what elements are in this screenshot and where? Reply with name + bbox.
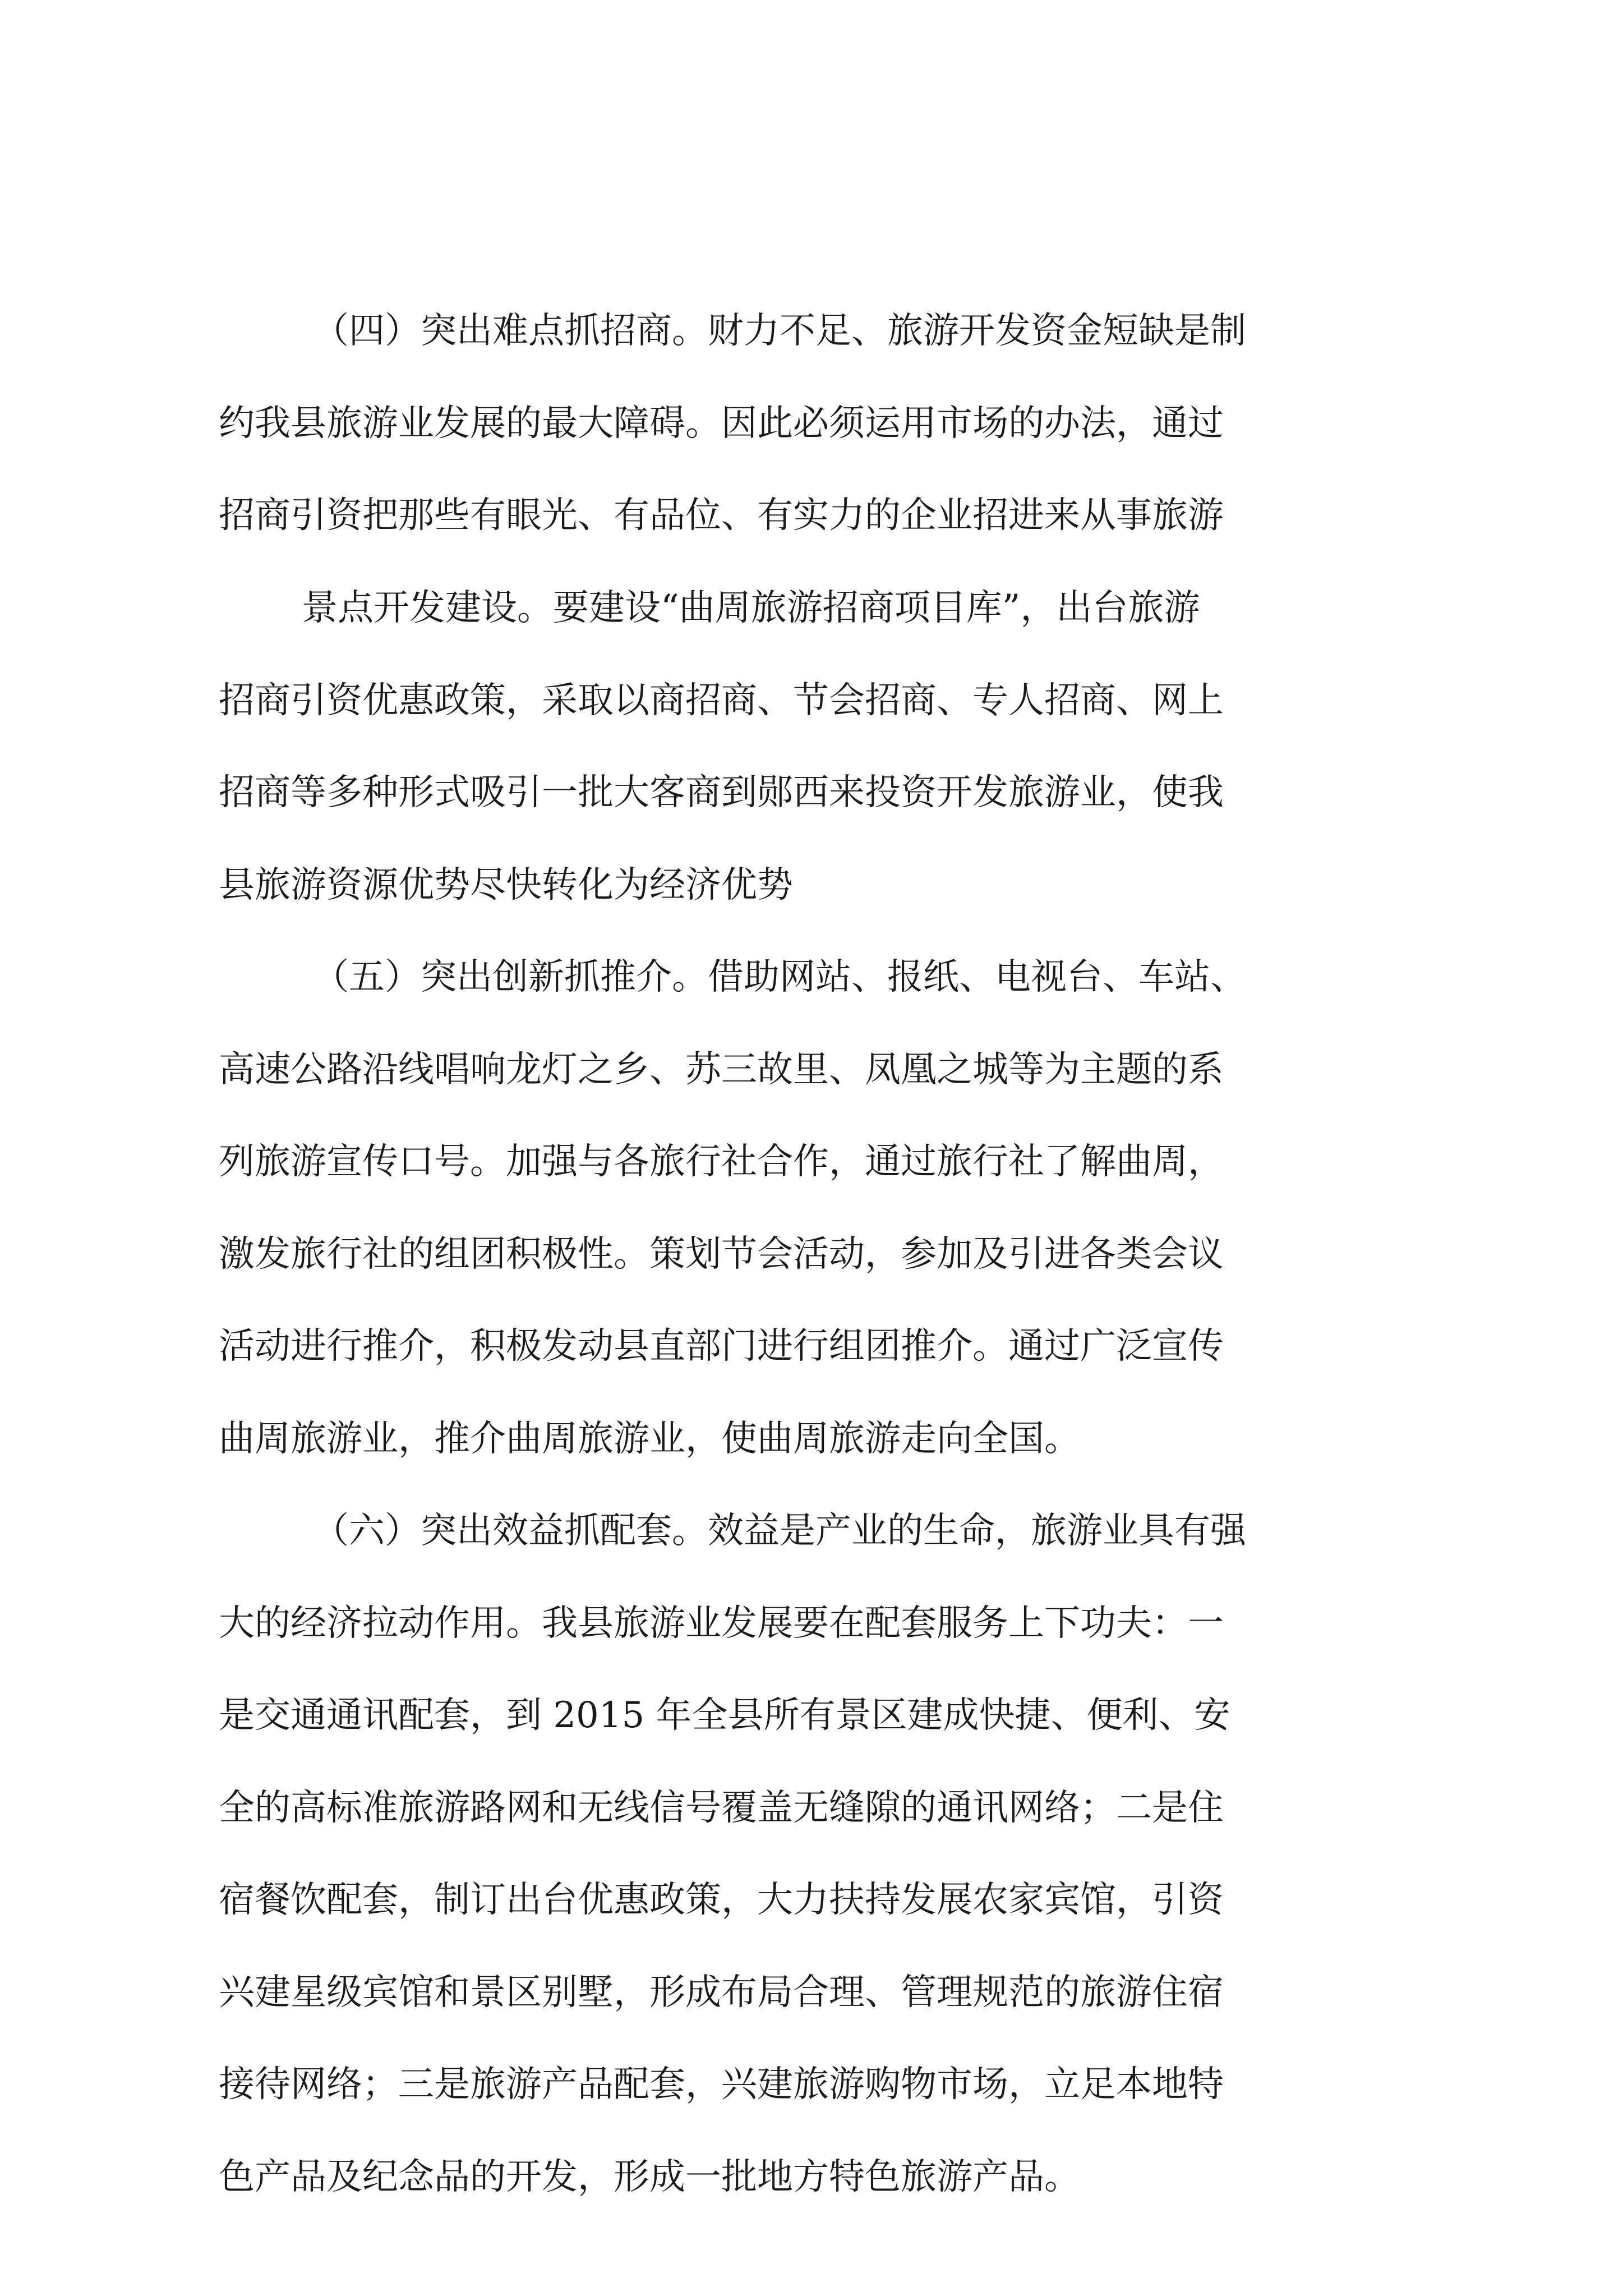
paragraph-6-line-1: （六）突出效益抓配套。效益是产业的生命，旅游业具有强 — [313, 1510, 1246, 1552]
paragraph-4-line-7: 县旅游资源优势尽快转化为经济优势 — [219, 864, 793, 906]
paragraph-6-line-7: 接待网络；三是旅游产品配套，兴建旅游购物市场，立足本地特 — [219, 2064, 1224, 2105]
paragraph-6-line-8: 色产品及纪念品的开发，形成一批地方特色旅游产品。 — [219, 2156, 1080, 2198]
paragraph-4-line-6: 招商等多种形式吸引一批大客商到郧西来投资开发旅游业，使我 — [219, 772, 1224, 813]
paragraph-5-line-1: （五）突出创新抓推介。借助网站、报纸、电视台、车站、 — [313, 956, 1246, 998]
paragraph-6-line-4: 全的高标准旅游路网和无线信号覆盖无缝隙的通讯网络；二是住 — [219, 1787, 1224, 1829]
paragraph-6-line-3: 是交通通讯配套，到 2015 年全县所有景区建成快捷、便利、安 — [219, 1695, 1230, 1736]
paragraph-5-line-3: 列旅游宣传口号。加强与各旅行社合作，通过旅行社了解曲周， — [219, 1141, 1224, 1182]
paragraph-6-line-6: 兴建星级宾馆和景区别墅，形成布局合理、管理规范的旅游住宿 — [219, 1972, 1224, 2013]
paragraph-5-line-2: 高速公路沿线唱响龙灯之乡、苏三故里、凤凰之城等为主题的系 — [219, 1049, 1224, 1091]
paragraph-6-line-5: 宿餐饮配套，制订出台优惠政策，大力扶持发展农家宾馆，引资 — [219, 1879, 1224, 1921]
paragraph-4-line-1: （四）突出难点抓招商。财力不足、旅游开发资金短缺是制 — [313, 310, 1246, 352]
paragraph-5-line-6: 曲周旅游业，推介曲周旅游业，使曲周旅游走向全国。 — [219, 1418, 1080, 1460]
paragraph-5-line-4: 激发旅行社的组团积极性。策划节会活动，参加及引进各类会议 — [219, 1234, 1224, 1275]
paragraph-4-line-2: 约我县旅游业发展的最大障碍。因此必须运用市场的办法，通过 — [219, 403, 1224, 444]
paragraph-4-line-3: 招商引资把那些有眼光、有品位、有实力的企业招进来从事旅游 — [219, 495, 1224, 536]
paragraph-4-line-5: 招商引资优惠政策，采取以商招商、节会招商、专人招商、网上 — [219, 680, 1224, 721]
paragraph-5-line-5: 活动进行推介，积极发动县直部门进行组团推介。通过广泛宣传 — [219, 1326, 1224, 1367]
paragraph-6-line-2: 大的经济拉动作用。我县旅游业发展要在配套服务上下功夫：一 — [219, 1603, 1224, 1644]
paragraph-4-line-4: 景点开发建设。要建设“曲周旅游招商项目库”，出台旅游 — [302, 587, 1200, 629]
